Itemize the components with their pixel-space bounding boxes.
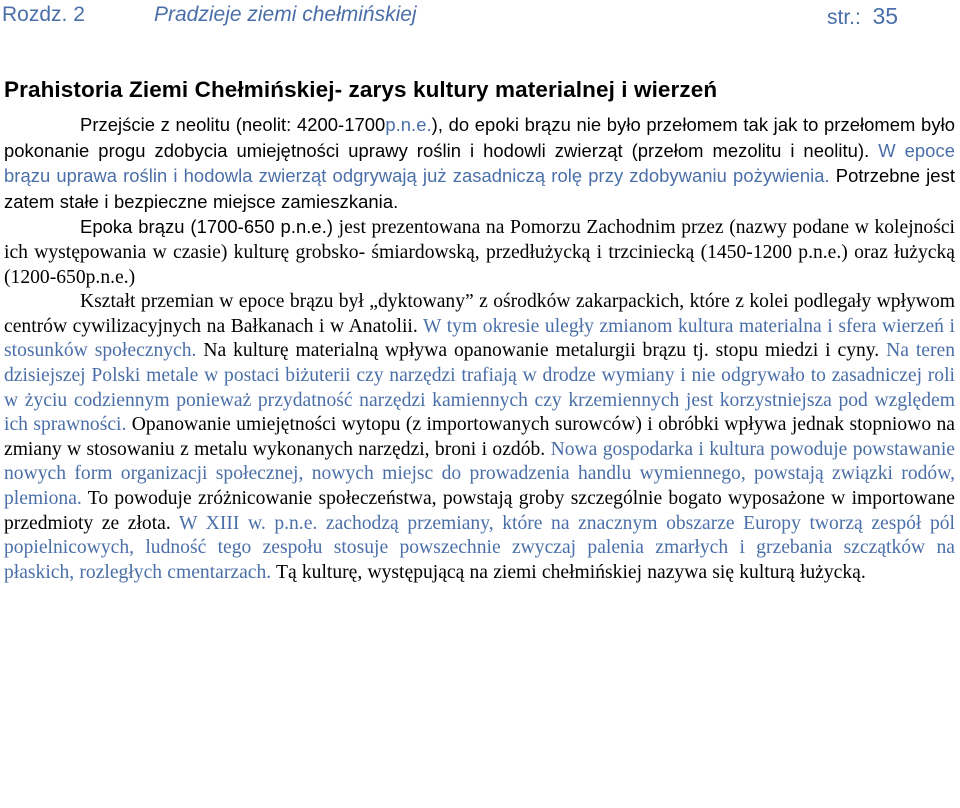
page-label: str.: bbox=[827, 6, 861, 29]
paragraph bbox=[4, 215, 955, 290]
text-segment: W tym okresie uległy zmianom kultura materialna i sfera wierzeń i stosunków społecznych. bbox=[4, 315, 956, 362]
text-segment: Na kulturę materialną wpływa opanowanie metalurgii brązu tj. stopu miedzi i cyny. bbox=[196, 340, 880, 362]
text-segment: Opanowanie umiejętności wytopu (z importowanych surowców) i obróbki wpływa jednak stopniowo na zmiany w stosowaniu z metalu wykonanych narzędzi, broni i ozdób. bbox=[4, 414, 955, 460]
text-segment: Kształt przemian w epoce brązu był „dyktowany” z ośrodków zakarpackich, które z kolei podlegały wpływom centrów cywilizacyjnych na Bałkanach i w Anatolii. bbox=[4, 291, 955, 337]
text-segment: W XIII w. p.n.e. zachodzą przemiany, które na znacznym obszarze Europy tworzą zespół pól popielnicowych, ludność tego zespołu stosuje powszechnie zwyczaj palenia zmarłych i grzebania szczątków na płaskich, rozległych cmentarzach. bbox=[4, 512, 955, 583]
text-segment: Tą kulturę, występującą na ziemi chełmińskiej nazywa się kulturą łużycką. bbox=[271, 561, 866, 583]
chapter-label: Rozdz. 2 bbox=[2, 3, 85, 26]
page-header bbox=[2, 0, 960, 34]
document-body bbox=[4, 113, 955, 585]
paragraph bbox=[4, 290, 955, 585]
text-segment: Na teren dzisiejszej Polski metale w postaci biżuterii czy narzędzi trafiają w drodze wymiany i nie odgrywało to zasadniczej roli w życiu codziennym ponieważ przydatność narzędzi kamiennych czy krzemiennych jest korzystniejsza pod względem ich sprawności. bbox=[4, 340, 955, 436]
chapter-title: Pradzieje ziemi chełmińskiej bbox=[154, 3, 417, 26]
text-segment: Epoka brązu (1700-650 p.n.e.) bbox=[80, 216, 334, 238]
text-segment: To powoduje zróżnicowanie społeczeństwa, powstają groby szczególnie bogato wyposażone w importowane przedmioty ze złota. bbox=[4, 487, 955, 534]
text-segment: p.n.e. bbox=[385, 114, 432, 135]
page-number: 35 bbox=[872, 3, 899, 29]
text-segment: ), do epoki brązu nie było przełomem tak jak to przełomem było pokonanie progu zdobycia umiejętności uprawy roślin i hodowli zwierząt (przełom mezolitu i neolitu). bbox=[4, 114, 955, 161]
text-segment: Nowa gospodarka i kultura powoduje powstawanie nowych form organizacji społecznej, nowych miejsc do prowadzenia handlu wymiennego, powstają związki rodów, plemiona. bbox=[4, 438, 955, 509]
text-segment: Przejście z neolitu (neolit: 4200-1700 bbox=[80, 114, 386, 135]
text-segment: W epoce brązu uprawa roślin i hodowla zwierząt odgrywają już zasadniczą rolę przy zdobywaniu pożywienia. bbox=[4, 139, 955, 187]
page-indicator bbox=[827, 3, 898, 30]
text-segment: jest prezentowana na Pomorzu Zachodnim przez (nazwy podane w kolejności ich występowania w czasie) kulturę grobsko- śmiardowską, przedłużycką i trzciniecką (1450-1200 p.n.e.) oraz łużycką (1200-650p.n.e.) bbox=[4, 217, 955, 288]
text-segment: Potrzebne jest zatem stałe i bezpieczne miejsce zamieszkania. bbox=[4, 165, 955, 212]
paragraph bbox=[4, 113, 955, 215]
document-title: Prahistoria Ziemi Chełmińskiej- zarys kultury materialnej i wierzeń bbox=[4, 77, 718, 102]
